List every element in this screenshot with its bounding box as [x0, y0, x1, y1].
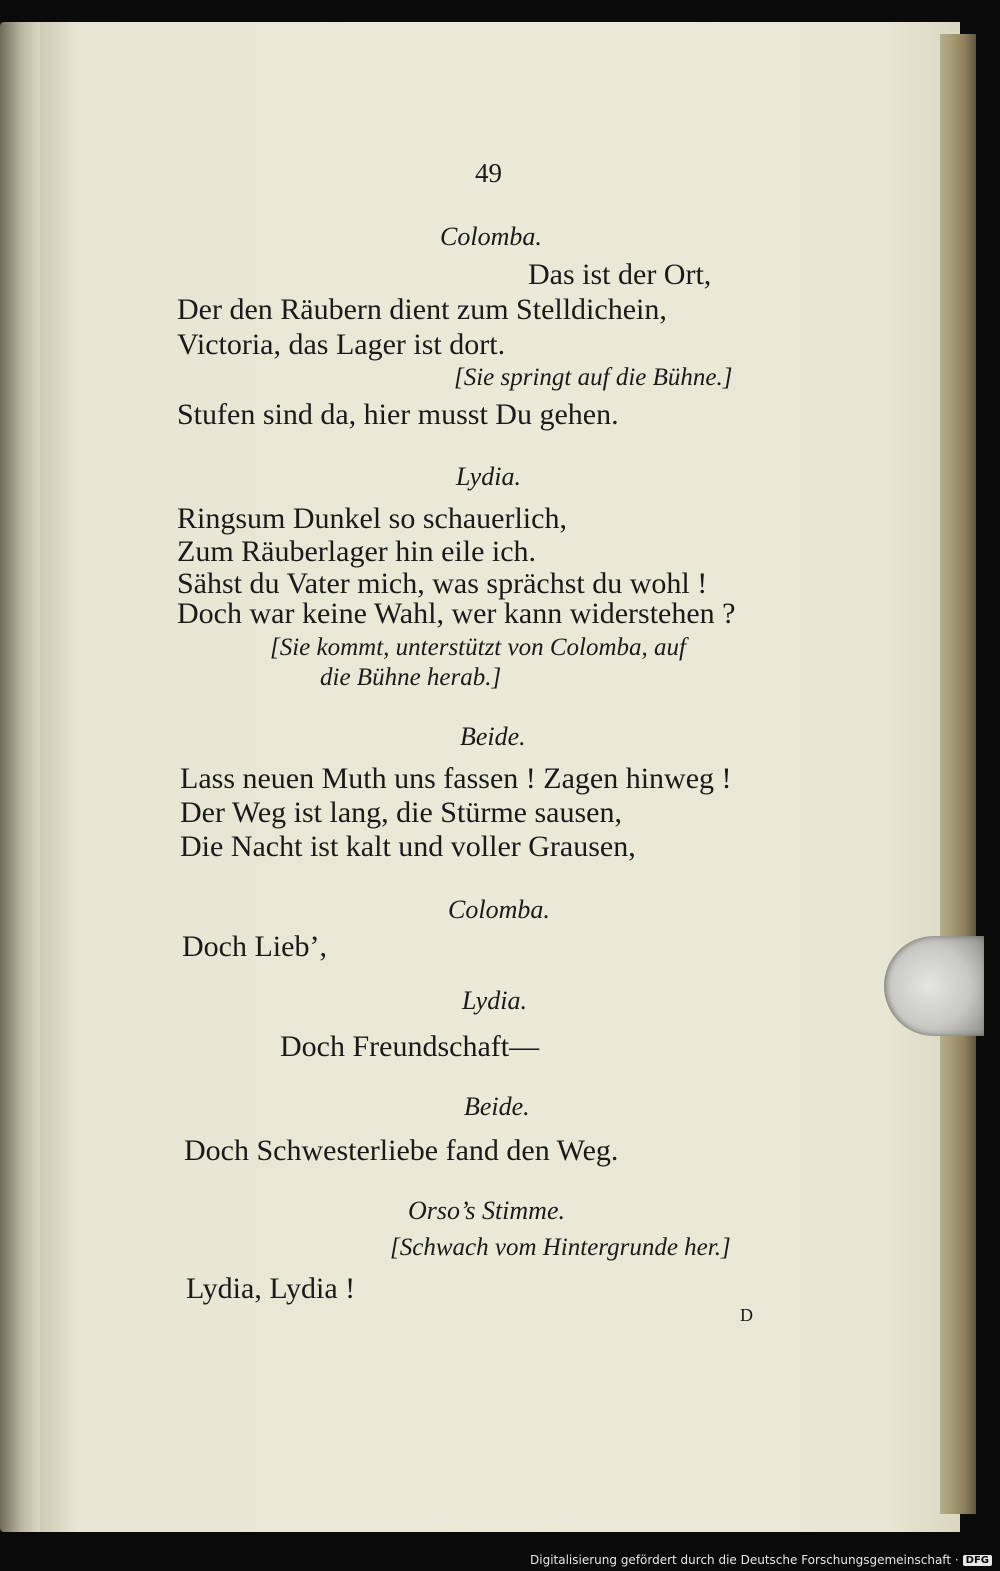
dfg-logo-icon: DFG: [963, 1555, 992, 1566]
stage-direction: [Schwach vom Hintergrunde her.]: [390, 1234, 731, 1261]
stage-direction: [Sie springt auf die Bühne.]: [454, 364, 733, 391]
verse-line: Der Weg ist lang, die Stürme sausen,: [180, 796, 622, 829]
page-clip: [884, 936, 984, 1036]
verse-line: Doch Freundschaft—: [280, 1030, 540, 1063]
page-number: 49: [475, 158, 502, 188]
verse-line: Das ist der Ort,: [528, 258, 712, 291]
verse-line: Doch Lieb’,: [182, 930, 327, 963]
digitization-footer: [530, 1553, 992, 1567]
verse-line: Der den Räubern dient zum Stelldichein,: [177, 293, 667, 326]
verse-line: Lydia, Lydia !: [186, 1272, 356, 1305]
stage-direction: die Bühne herab.]: [320, 664, 502, 691]
stage-direction: [Sie kommt, unterstützt von Colomba, auf: [270, 634, 686, 661]
verse-line: Zum Räuberlager hin eile ich.: [177, 535, 537, 568]
footer-text: Digitalisierung gefördert durch die Deutsche Forschungsgemeinschaft ·: [530, 1553, 959, 1567]
verse-line: Die Nacht ist kalt und voller Grausen,: [180, 830, 636, 863]
verse-line: Victoria, das Lager ist dort.: [177, 328, 506, 361]
speaker-colomba: Colomba.: [440, 222, 542, 251]
speaker-lydia: Lydia.: [462, 986, 527, 1015]
speaker-beide: Beide.: [460, 722, 526, 751]
page-edge-stack: [940, 34, 976, 1514]
verse-line: Lass neuen Muth uns fassen ! Zagen hinweg !: [180, 762, 732, 795]
speaker-beide: Beide.: [464, 1092, 530, 1121]
verse-line: Doch Schwesterliebe fand den Weg.: [184, 1134, 619, 1167]
speaker-orsos-stimme: Orso’s Stimme.: [408, 1196, 565, 1225]
verse-line: Doch war keine Wahl, wer kann widerstehen ?: [177, 597, 736, 630]
speaker-lydia: Lydia.: [456, 462, 521, 491]
verse-line: Ringsum Dunkel so schauerlich,: [177, 502, 567, 535]
speaker-colomba: Colomba.: [448, 895, 550, 924]
signature-mark: D: [740, 1305, 753, 1325]
verse-line: Stufen sind da, hier musst Du gehen.: [177, 398, 619, 431]
verse-line: Sähst du Vater mich, was sprächst du wohl !: [177, 567, 708, 600]
